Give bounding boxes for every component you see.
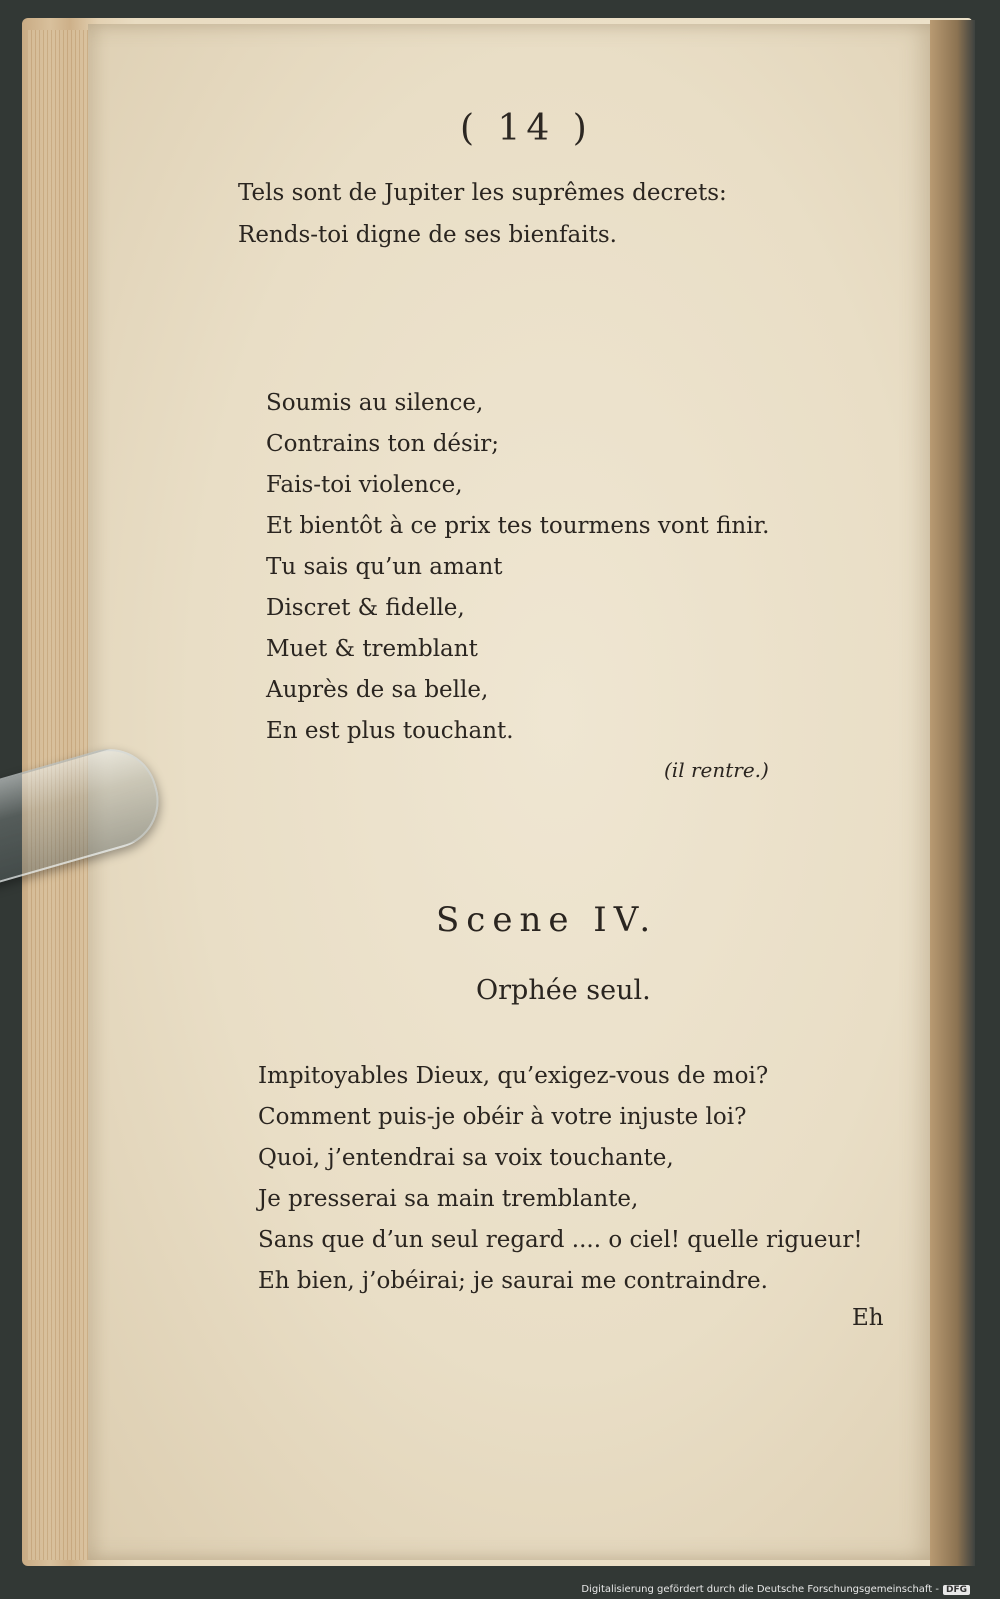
page-number: ( 14 ) xyxy=(460,108,593,149)
air-line: Discret & fidelle, xyxy=(266,595,465,621)
air-line: Contrains ton désir; xyxy=(266,431,499,457)
book-page xyxy=(88,24,940,1560)
monologue-line: Sans que d’un seul regard .... o ciel! quelle rigueur! xyxy=(258,1227,863,1253)
scene-title: Scene IV. xyxy=(436,900,658,940)
stage-direction: (il rentre.) xyxy=(664,758,769,782)
air-line: Muet & tremblant xyxy=(266,636,478,662)
verse-line: Tels sont de Jupiter les suprêmes decrets: xyxy=(238,180,727,206)
character-heading: Orphée seul. xyxy=(476,975,651,1006)
monologue-line: Eh bien, j’obéirai; je saurai me contraindre. xyxy=(258,1268,768,1294)
digitization-credit xyxy=(581,1584,970,1595)
monologue-line: Comment puis-je obéir à votre injuste loi? xyxy=(258,1104,747,1130)
credit-text: Digitalisierung gefördert durch die Deutsche Forschungsgemeinschaft - xyxy=(581,1584,939,1595)
air-line: Fais-toi violence, xyxy=(266,472,463,498)
air-line: Auprès de sa belle, xyxy=(266,677,489,703)
air-line: Tu sais qu’un amant xyxy=(266,554,503,580)
catchword: Eh xyxy=(852,1305,884,1331)
dfg-logo: DFG xyxy=(943,1585,970,1595)
book-gutter xyxy=(930,20,975,1566)
monologue-line: Quoi, j’entendrai sa voix touchante, xyxy=(258,1145,674,1171)
monologue-line: Impitoyables Dieux, qu’exigez-vous de moi? xyxy=(258,1063,769,1089)
air-line: Et bientôt à ce prix tes tourmens vont finir. xyxy=(266,513,770,539)
monologue-line: Je presserai sa main tremblante, xyxy=(258,1186,639,1212)
verse-line: Rends-toi digne de ses bienfaits. xyxy=(238,222,617,248)
air-line: Soumis au silence, xyxy=(266,390,484,416)
air-line: En est plus touchant. xyxy=(266,718,514,744)
